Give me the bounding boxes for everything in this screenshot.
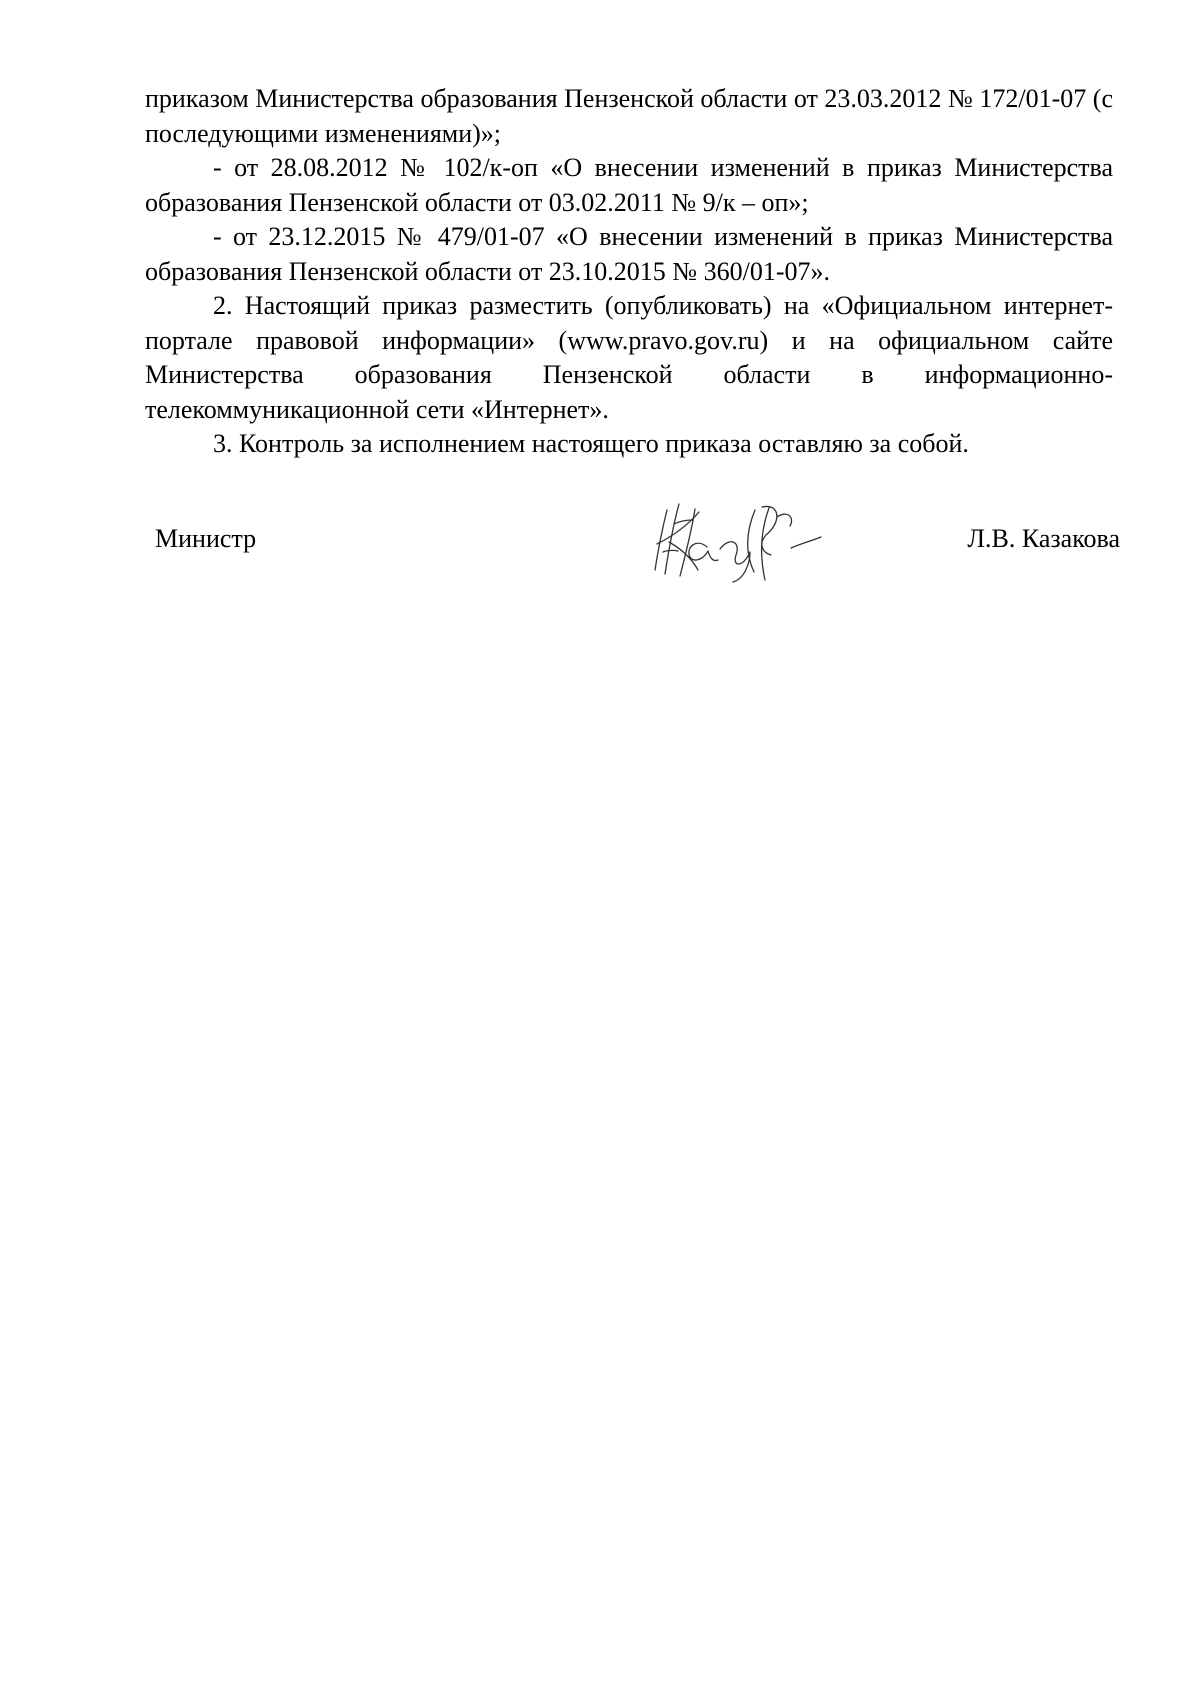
paragraph-control: 3. Контроль за исполнением настоящего приказа оставляю за собой. xyxy=(213,429,969,458)
paragraph-order-2015-479: - от 23.12.2015 № 479/01-07 «О внесении изменений в приказ Министерства образования Пензенской области от 23.10.2015 № 360/01-07». xyxy=(145,222,1113,286)
signer-title: Министр xyxy=(155,524,257,553)
handwritten-signature xyxy=(645,492,835,587)
paragraph-order-reference-continuation: приказом Министерства образования Пензенской области от 23.03.2012 № 172/01-07 (с последующими изменениями)»; xyxy=(145,84,1113,148)
document-body xyxy=(145,82,1113,462)
paragraph-order-2012-102: - от 28.08.2012 № 102/к-оп «О внесении изменений в приказ Министерства образования Пензенской области от 03.02.2011 № 9/к – оп»; xyxy=(145,153,1113,217)
signature-block xyxy=(145,492,1120,572)
signer-name: Л.В. Казакова xyxy=(967,524,1120,553)
paragraph-publication: 2. Настоящий приказ разместить (опубликовать) на «Официальном интернет-портале правовой информации» (www.pravo.gov.ru) и на официальном сайте Министерства образования Пензенской области в информационно-телекоммуникационной сети «Интернет». xyxy=(145,291,1113,424)
